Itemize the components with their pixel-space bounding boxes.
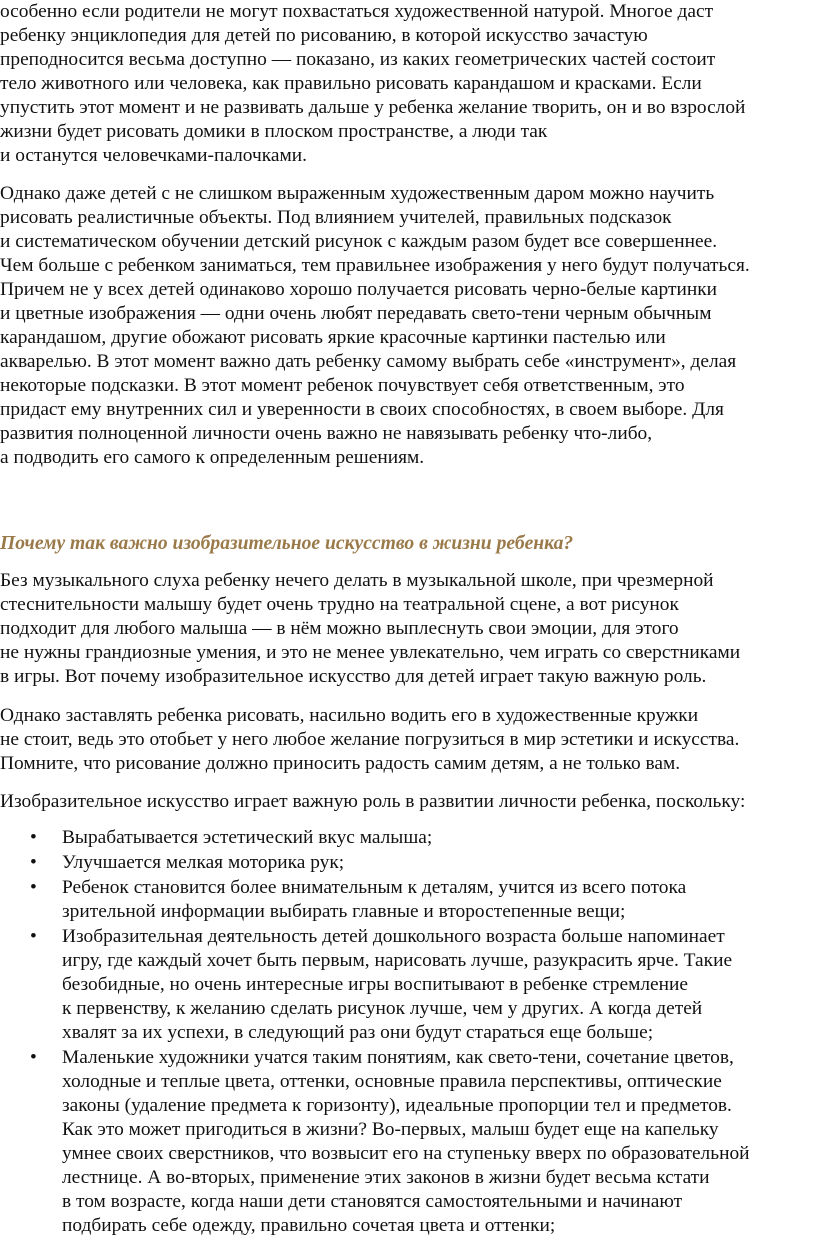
- paragraph-line: и цветные изображения — одни очень любят передавать свето-тени черным обычным: [0, 303, 712, 324]
- paragraph-line: Однако даже детей с не слишком выраженным художественным даром можно научить: [0, 183, 715, 204]
- paragraph-line: и систематическом обучении детский рисунок с каждым разом будет все совершеннее.: [0, 231, 718, 252]
- list-item-continued: лестнице. А во-вторых, применение этих законов в жизни будет весьма кстати: [62, 1167, 710, 1188]
- paragraph-line: не нужны грандиозные умения, и это не менее увлекательно, чем играть со сверстниками: [0, 642, 741, 663]
- list-item-continued: законы (удаление предмета к горизонту), идеальные пропорции тел и предметов.: [62, 1095, 732, 1116]
- paragraph-line: Чем больше с ребенком заниматься, тем правильнее изображения у него будут получаться.: [0, 255, 750, 276]
- bullet-icon: •: [30, 1047, 37, 1068]
- list-item-continued: игру, где каждый хочет быть первым, нарисовать лучше, разукрасить ярче. Такие: [62, 950, 733, 971]
- bullet-icon: •: [30, 926, 37, 947]
- list-item-continued: подбирать себе одежду, правильно сочетая цвета и оттенки;: [62, 1215, 556, 1236]
- list-item-continued: зрительной информации выбирать главные и второстепенные вещи;: [62, 901, 626, 922]
- paragraph-line: акварелью. В этот момент важно дать ребенку самому выбрать себе «инструмент», делая: [0, 351, 737, 372]
- list-item-continued: к первенству, к желанию сделать рисунок лучше, чем у других. А когда детей: [62, 998, 703, 1019]
- intro-line: ребенку энциклопедия для детей по рисованию, в которой искусство зачастую: [0, 25, 648, 46]
- section-heading: Почему так важно изобразительное искусство в жизни ребенка?: [0, 533, 574, 554]
- paragraph-line: придаст ему внутренних сил и уверенности в своих способностях, в своем выборе. Для: [0, 399, 724, 420]
- intro-line: и останутся человечками-палочками.: [0, 145, 307, 166]
- list-item-continued: Как это может пригодиться в жизни? Во-первых, малыш будет еще на капельку: [62, 1119, 719, 1140]
- paragraph-line: рисовать реалистичные объекты. Под влиянием учителей, правильных подсказок: [0, 207, 672, 228]
- list-item-continued: холодные и теплые цвета, оттенки, основные правила перспективы, оптические: [62, 1071, 722, 1092]
- paragraph-line: стеснительности малышу будет очень трудно на театральной сцене, а вот рисунок: [0, 594, 679, 615]
- list-item: Маленькие художники учатся таким понятиям, как свето-тени, сочетание цветов,: [62, 1047, 734, 1068]
- list-intro: Изобразительное искусство играет важную роль в развитии личности ребенка, поскольку:: [0, 791, 746, 812]
- paragraph-line: подходит для любого малыша — в нём можно выплеснуть свои эмоции, для этого: [0, 618, 679, 639]
- list-item-continued: безобидные, но очень интересные игры воспитывают в ребенке стремление: [62, 974, 688, 995]
- paragraph-line: в игры. Вот почему изобразительное искусство для детей играет такую важную роль.: [0, 666, 707, 687]
- list-item: Вырабатывается эстетический вкус малыша;: [62, 827, 433, 848]
- paragraph-line: а подводить его самого к определенным решениям.: [0, 447, 425, 468]
- list-item: Изобразительная деятельность детей дошкольного возраста больше напоминает: [62, 926, 725, 947]
- list-item: Ребенок становится более внимательным к деталям, учится из всего потока: [62, 877, 687, 898]
- list-item-continued: хвалят за их успехи, в следующий раз они будут стараться еще больше;: [62, 1022, 654, 1043]
- paragraph-line: Помните, что рисование должно приносить радость самим детям, а не только вам.: [0, 753, 681, 774]
- intro-line: тело животного или человека, как правильно рисовать карандашом и красками. Если: [0, 73, 702, 94]
- paragraph-line: Без музыкального слуха ребенку нечего делать в музыкальной школе, при чрезмерной: [0, 570, 714, 591]
- paragraph-line: карандашом, другие обожают рисовать яркие красочные картинки пастелью или: [0, 327, 666, 348]
- paragraph-line: Однако заставлять ребенка рисовать, насильно водить его в художественные кружки: [0, 705, 699, 726]
- intro-line: упустить этот момент и не развивать дальше у ребенка желание творить, он и во взрослой: [0, 97, 746, 118]
- bullet-icon: •: [30, 852, 37, 873]
- paragraph-line: развития полноценной личности очень важно не навязывать ребенку что-либо,: [0, 423, 653, 444]
- intro-line: жизни будет рисовать домики в плоском пространстве, а люди так: [0, 121, 548, 142]
- list-item: Улучшается мелкая моторика рук;: [62, 852, 345, 873]
- list-item-continued: в том возрасте, когда наши дети становятся самостоятельными и начинают: [62, 1191, 683, 1212]
- intro-line: особенно если родители не могут похвастаться художественной натурой. Многое даст: [0, 1, 714, 22]
- paragraph-line: не стоит, ведь это отобьет у него любое желание погрузиться в мир эстетики и искусства.: [0, 729, 740, 750]
- intro-line: преподносится весьма доступно — показано, из каких геометрических частей состоит: [0, 49, 716, 70]
- paragraph-line: Причем не у всех детей одинаково хорошо получается рисовать черно-белые картинки: [0, 279, 717, 300]
- bullet-icon: •: [30, 877, 37, 898]
- list-item-continued: умнее своих сверстников, что возвысит его на ступеньку вверх по образовательной: [62, 1143, 750, 1164]
- paragraph-line: некоторые подсказки. В этот момент ребенок почувствует себя ответственным, это: [0, 375, 685, 396]
- bullet-icon: •: [30, 827, 37, 848]
